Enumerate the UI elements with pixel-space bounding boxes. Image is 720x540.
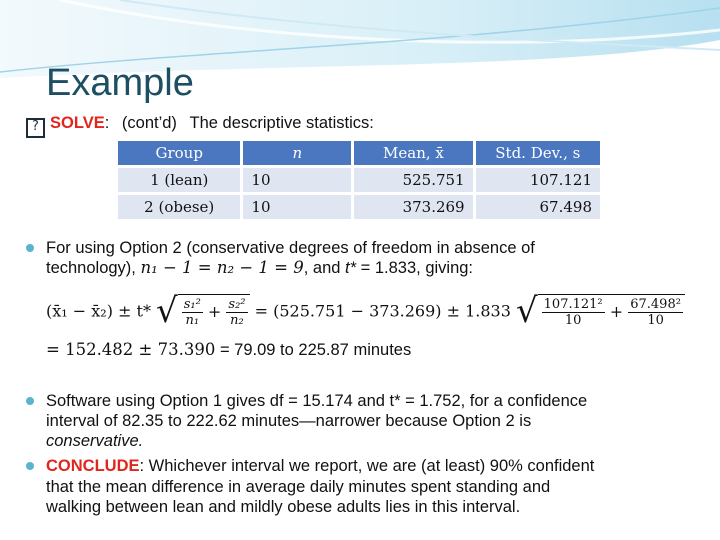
formula-plus: +	[207, 302, 222, 321]
frac-n2: n₂	[230, 313, 244, 328]
solve-line	[50, 113, 374, 133]
formula-lhs: (x̄₁ − x̄₂) ± t*	[46, 301, 151, 321]
frac-den2: 10	[647, 313, 664, 328]
frac-num2: 67.498²	[630, 297, 681, 312]
software-line2: interval of 82.35 to 222.62 minutes—narrower because Option 2 is	[46, 412, 532, 430]
solve-colon: :	[104, 114, 110, 132]
solve-context: (cont’d)	[121, 114, 177, 132]
header-sd: Std. Dev., s	[476, 141, 600, 165]
bullet-icon	[26, 397, 34, 405]
cell-sd: 67.498	[476, 195, 600, 219]
option2-line1: For using Option 2 (conservative degrees of freedom in absence of	[46, 239, 535, 257]
conclude-line3: walking between lean and mildly obese adults lies in this interval.	[46, 498, 521, 516]
frac-n1: n₁	[185, 313, 200, 328]
frac-s1sq: s₁²	[183, 297, 201, 312]
frac-den1: 10	[564, 313, 582, 328]
conclude-line2: that the mean difference in average daily minutes spent standing and	[46, 478, 551, 496]
cell-group: 2 (obese)	[118, 195, 243, 219]
formula-result	[46, 340, 411, 360]
header-group: Group	[118, 141, 243, 165]
conclude-text-1: : Whichever interval we report, we are (at least) 90% confident	[139, 457, 595, 475]
conclude-keyword: CONCLUDE	[46, 457, 140, 475]
option2-text-c: , and	[303, 259, 341, 277]
cell-n: 10	[243, 195, 354, 219]
option2-df-expression: n₁ − 1 = n₂ − 1 = 9	[140, 258, 304, 277]
slide-title: Example	[46, 62, 194, 104]
software-line3: conservative.	[46, 432, 144, 450]
sqrt-icon: √	[156, 291, 178, 331]
option2-line2	[46, 258, 473, 278]
solve-keyword: SOLVE	[50, 114, 105, 132]
cell-group: 1 (lean)	[118, 168, 243, 192]
table-row	[118, 195, 600, 219]
bullet-icon	[26, 244, 34, 252]
table-row	[118, 168, 600, 192]
option2-text-e: = 1.833, giving:	[360, 259, 474, 277]
result-numeric: = 152.482 ± 73.390	[46, 340, 216, 359]
software-line1: Software using Option 1 gives df = 15.174 and t* = 1.752, for a confidence	[46, 392, 588, 410]
result-interval: = 79.09 to 225.87 minutes	[219, 341, 412, 359]
sqrt-icon: √	[515, 291, 538, 331]
formula-plus: +	[609, 302, 624, 321]
cell-sd: 107.121	[476, 168, 600, 192]
sqrt-term-numeric	[538, 294, 685, 328]
cell-mean: 525.751	[354, 168, 475, 192]
solve-text: The descriptive statistics:	[189, 114, 374, 132]
cell-n: 10	[243, 168, 354, 192]
unknown-glyph-icon: ?	[26, 118, 45, 138]
header-n: n	[243, 141, 354, 165]
table-header-row	[118, 141, 600, 165]
sqrt-term-symbolic	[178, 294, 250, 328]
frac-num1: 107.121²	[543, 297, 603, 312]
descriptive-stats-table	[118, 138, 600, 222]
conclude-line1	[46, 456, 594, 476]
option2-text-a: technology),	[46, 259, 136, 277]
header-mean: Mean, x̄	[354, 141, 475, 165]
formula-mid: = (525.751 − 373.269) ± 1.833	[254, 301, 511, 321]
ci-formula	[46, 291, 685, 331]
option2-tstar: t*	[345, 259, 357, 277]
bullet-icon	[26, 462, 34, 470]
cell-mean: 373.269	[354, 195, 475, 219]
frac-s2sq: s₂²	[228, 297, 246, 312]
